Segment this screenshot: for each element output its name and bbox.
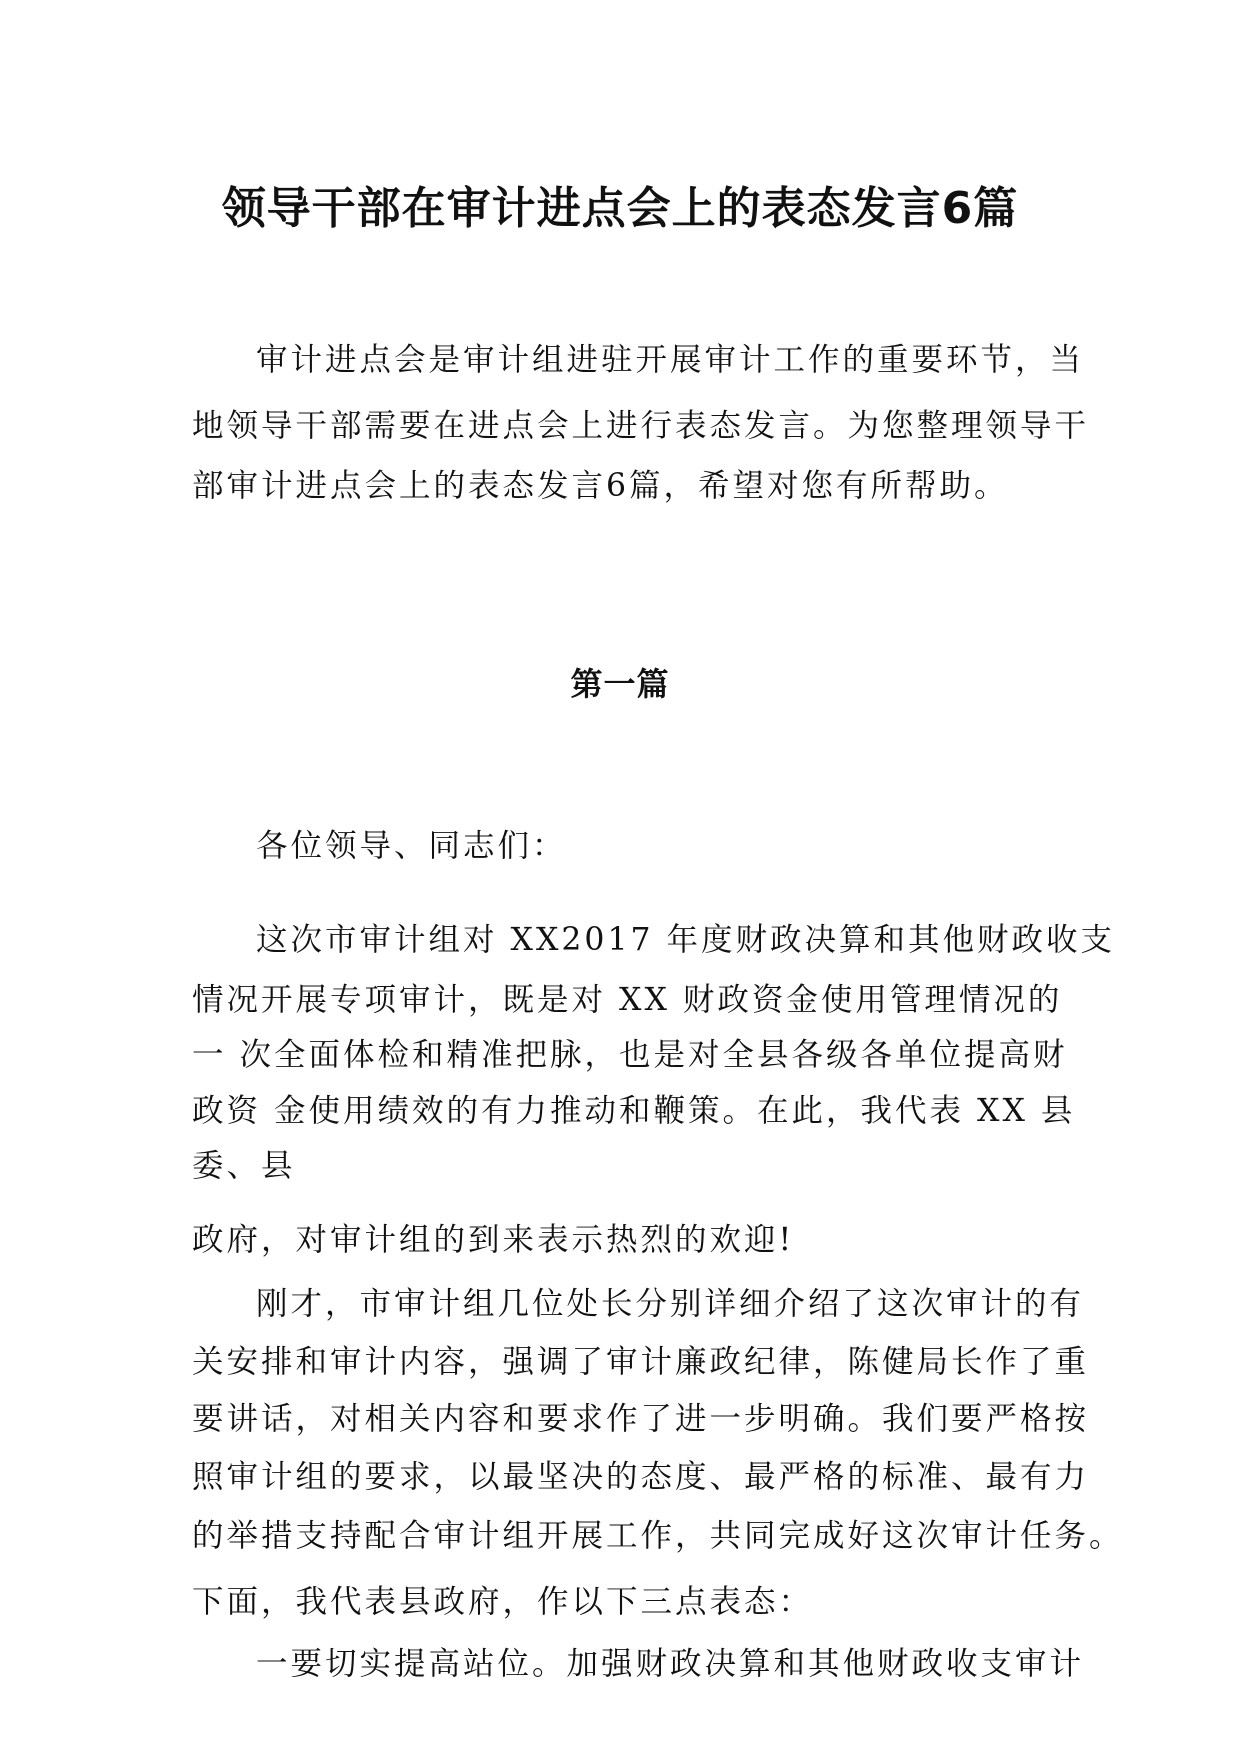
body-line: 的举措支持配合审计组开展工作，共同完成好这次审计任务。 (192, 1518, 1124, 1554)
body-line: 一 次全面体检和精准把脉，也是对全县各级各单位提高财 (192, 1037, 1068, 1073)
body-line: 刚才，市审计组几位处长分别详细介绍了这次审计的有 (256, 1286, 1085, 1322)
body-line: 情况开展专项审计，既是对 XX 财政资金使用管理情况的 (192, 982, 1063, 1018)
body-line: 一要切实提高站位。加强财政决算和其他财政收支审计 (256, 1646, 1085, 1682)
intro-line: 地领导干部需要在进点会上进行表态发言。为您整理领导干 (192, 408, 1090, 444)
body-line: 各位领导、同志们： (256, 828, 567, 864)
body-line: 关安排和审计内容，强调了审计廉政纪律，陈健局长作了重 (192, 1344, 1090, 1380)
document-title: 领导干部在审计进点会上的表态发言6篇 (221, 183, 1019, 235)
section-heading: 第一篇 (570, 665, 670, 703)
body-line: 政府，对审计组的到来表示热烈的欢迎! (192, 1222, 795, 1258)
intro-line: 部审计进点会上的表态发言6篇，希望对您有所帮助。 (192, 468, 1009, 504)
body-line: 下面，我代表县政府，作以下三点表态： (192, 1584, 814, 1620)
body-line: 这次市审计组对 XX2017 年度财政决算和其他财政收支 (256, 922, 1116, 958)
body-line: 政资 金使用绩效的有力推动和鞭策。在此，我代表 XX 县 (192, 1093, 1076, 1129)
body-line: 要讲话，对相关内容和要求作了进一步明确。我们要严格按 (192, 1401, 1090, 1437)
body-line: 照审计组的要求，以最坚决的态度、最严格的标准、最有力 (192, 1459, 1090, 1495)
intro-line: 审计进点会是审计组进驻开展审计工作的重要环节，当 (256, 342, 1085, 378)
body-line: 委、县 (192, 1148, 296, 1184)
